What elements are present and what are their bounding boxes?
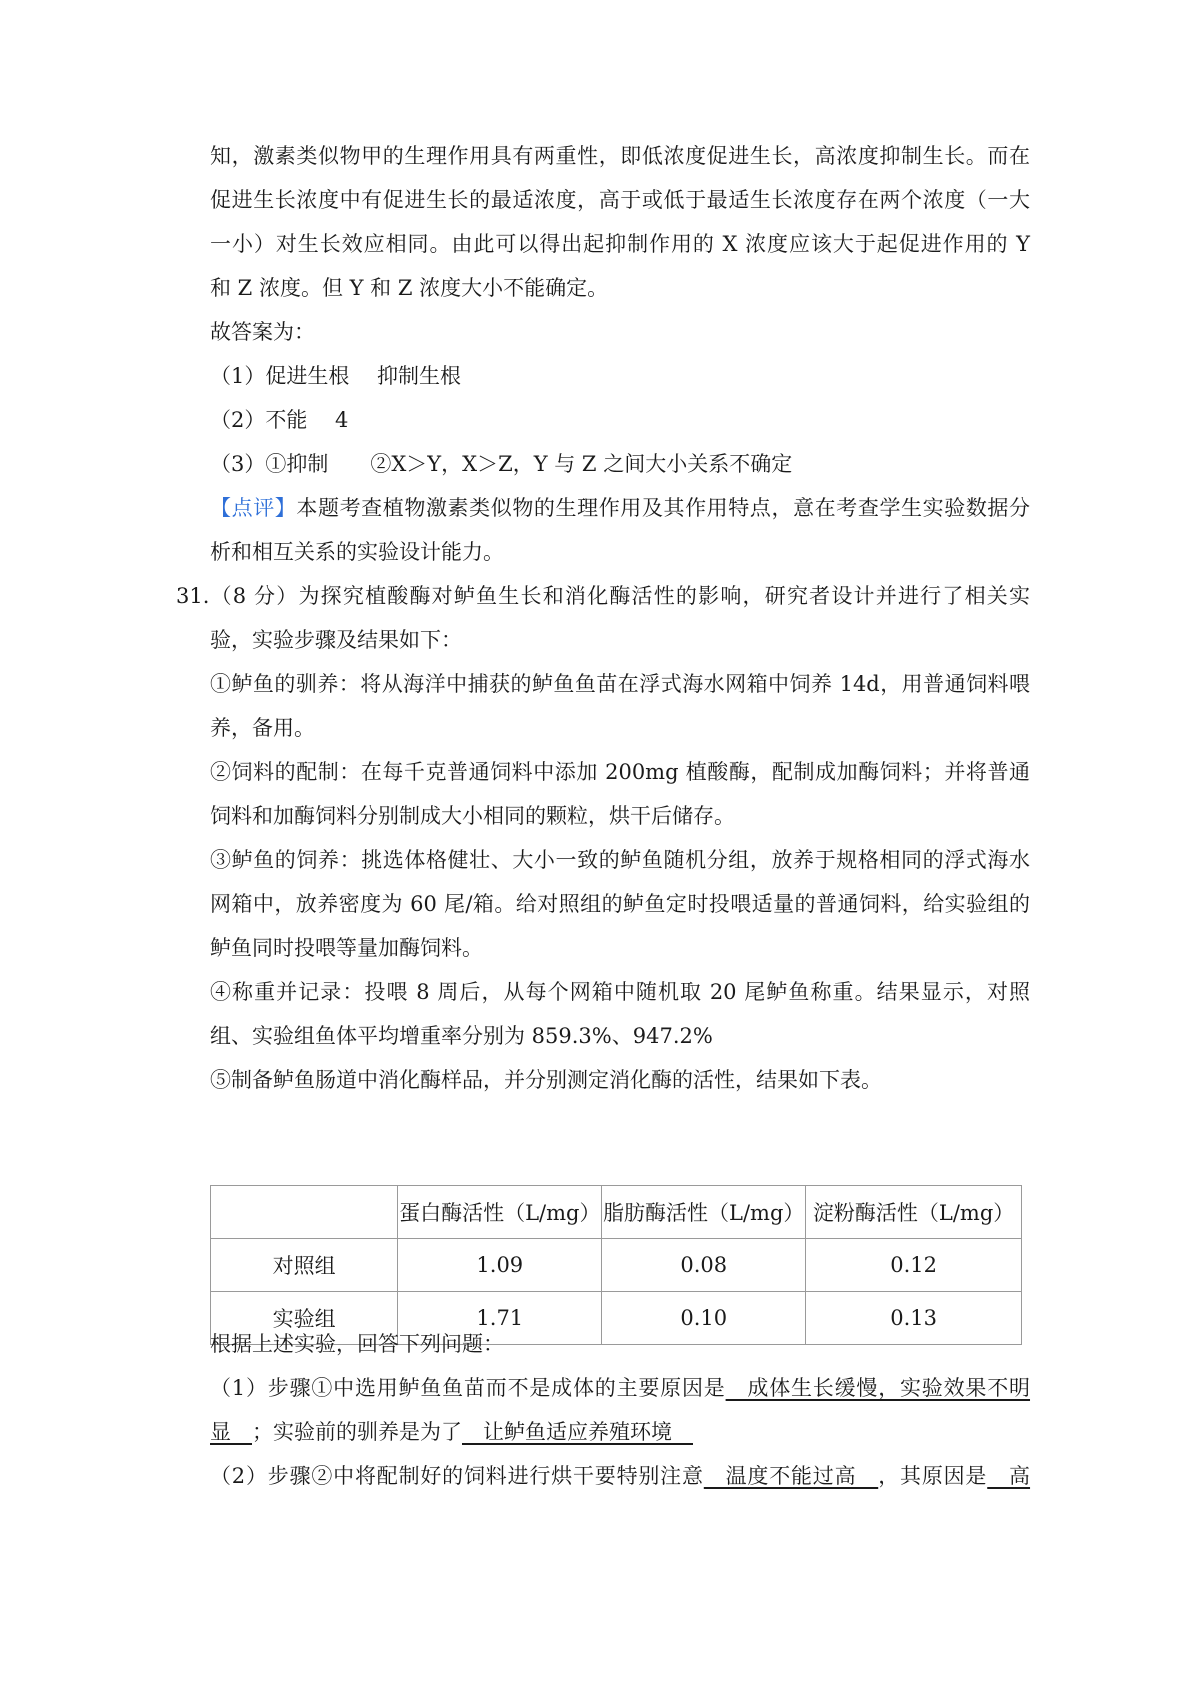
step-line: ②饲料的配制：在每千克普通饲料中添加 200mg 植酸酶，配制成加酶饲料；并将普通 (210, 760, 1030, 784)
comment-line: 析和相互关系的实验设计能力。 (210, 540, 504, 564)
answer-item: （1）促进生根 抑制生根 (210, 364, 462, 388)
sub-question-prefix: （1）步骤①中选用鲈鱼鱼苗而不是成体的主要原因是 (210, 1376, 726, 1400)
step-line: ①鲈鱼的驯养：将从海洋中捕获的鲈鱼鱼苗在浮式海水网箱中饲养 14d，用普通饲料喂 (210, 672, 1030, 696)
answer-item: （2）不能 4 (210, 408, 349, 432)
comment-text: 本题考查植物激素类似物的生理作用及其作用特点，意在考查学生实验数据分 (296, 496, 1031, 520)
table-cell: 实验组 (211, 1292, 398, 1345)
comment-line (210, 493, 1030, 523)
sub-question-text: ；实验前的驯养是为了 (252, 1420, 462, 1444)
table-cell: 对照组 (211, 1239, 398, 1292)
comment-tag: 【点评】 (210, 496, 297, 520)
answer-intro: 故答案为： (210, 320, 315, 344)
answer-blank: 成体生长缓慢，实验效果不明 (725, 1376, 1031, 1400)
answer-blank: 让鲈鱼适应养殖环境 (462, 1420, 693, 1444)
table-cell: 1.71 (398, 1292, 602, 1345)
step-line: 组、实验组鱼体平均增重率分别为 859.3%、947.2% (210, 1024, 713, 1048)
sub-question-prefix: （2）步骤②中将配制好的饲料进行烘干要特别注意 (210, 1464, 704, 1488)
table-cell: 0.08 (602, 1239, 806, 1292)
table-header-cell (211, 1186, 398, 1239)
table-cell: 0.10 (602, 1292, 806, 1345)
table-cell: 1.09 (398, 1239, 602, 1292)
question-title-cont: 验，实验步骤及结果如下： (210, 628, 462, 652)
step-line: 养，备用。 (210, 716, 315, 740)
answer-blank: 温度不能过高 (703, 1464, 879, 1488)
sub-question-1-cont (210, 1417, 1030, 1447)
table-cell: 0.13 (806, 1292, 1022, 1345)
step-line: 饲料和加酶饲料分别制成大小相同的颗粒，烘干后储存。 (210, 804, 735, 828)
enzyme-activity-table (210, 1185, 1022, 1345)
question-title: 31.（8 分）为探究植酸酶对鲈鱼生长和消化酶活性的影响，研究者设计并进行了相关实 (176, 584, 1030, 608)
step-line: 网箱中，放养密度为 60 尾/箱。给对照组的鲈鱼定时投喂适量的普通饲料，给实验组的 (210, 892, 1030, 916)
table-header-cell: 脂肪酶活性（L/mg） (602, 1186, 806, 1239)
table-row (211, 1239, 1022, 1292)
answer-blank: 高 (987, 1464, 1031, 1488)
paragraph-line: 知，激素类似物甲的生理作用具有两重性，即低浓度促进生长，高浓度抑制生长。而在 (210, 144, 1030, 168)
sub-question-2 (210, 1461, 1030, 1491)
followup-text: 根据上述实验，回答下列问题： (210, 1332, 504, 1356)
step-line: ⑤制备鲈鱼肠道中消化酶样品，并分别测定消化酶的活性，结果如下表。 (210, 1068, 882, 1092)
answer-item: （3）①抑制 ②X＞Y，X＞Z，Y 与 Z 之间大小关系不确定 (210, 452, 793, 476)
table-header-cell: 淀粉酶活性（L/mg） (806, 1186, 1022, 1239)
paragraph-line: 和 Z 浓度。但 Y 和 Z 浓度大小不能确定。 (210, 276, 609, 300)
answer-blank: 显 (210, 1420, 252, 1444)
table-header-cell: 蛋白酶活性（L/mg） (398, 1186, 602, 1239)
step-line: ④称重并记录：投喂 8 周后，从每个网箱中随机取 20 尾鲈鱼称重。结果显示，对照 (210, 980, 1030, 1004)
paragraph-line: 促进生长浓度中有促进生长的最适浓度，高于或低于最适生长浓度存在两个浓度（一大 (210, 188, 1030, 212)
table-header-row (211, 1186, 1022, 1239)
step-line: 鲈鱼同时投喂等量加酶饲料。 (210, 936, 483, 960)
paragraph-line: 一小）对生长效应相同。由此可以得出起抑制作用的 X 浓度应该大于起促进作用的 Y (210, 232, 1030, 256)
sub-question-1 (210, 1373, 1030, 1403)
table-cell: 0.12 (806, 1239, 1022, 1292)
sub-question-text: ，其原因是 (878, 1464, 988, 1488)
step-line: ③鲈鱼的饲养：挑选体格健壮、大小一致的鲈鱼随机分组，放养于规格相同的浮式海水 (210, 848, 1030, 872)
